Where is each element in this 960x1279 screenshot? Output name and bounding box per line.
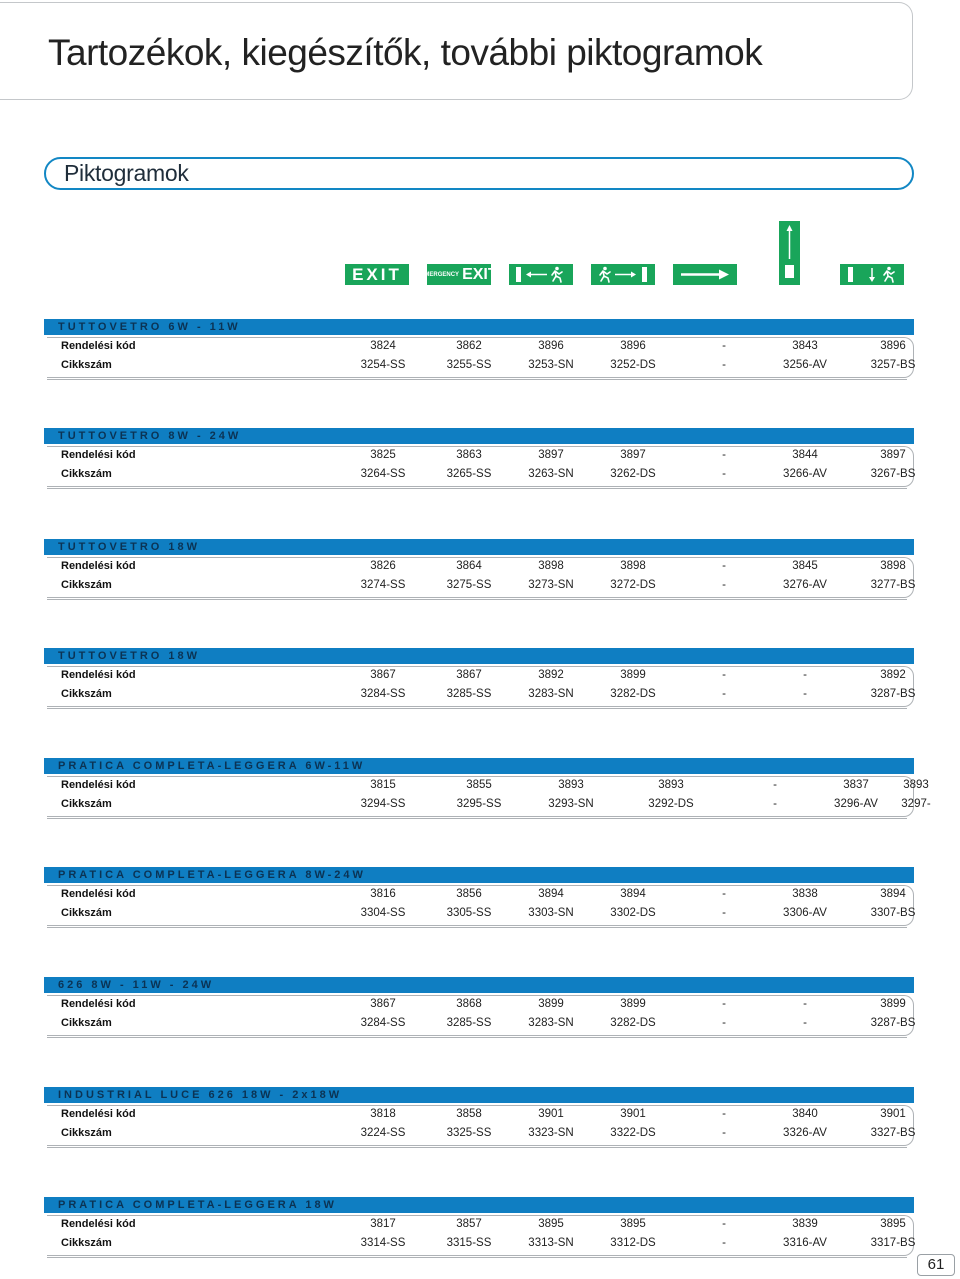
page-title: Tartozékok, kiegészítők, további piktogramok [48,32,763,73]
table-cell: 3825 [370,449,396,461]
table-cell: 3895 [538,1218,564,1230]
table-cell: 3893 [903,779,929,791]
table-cell: 3855 [466,779,492,791]
table-cell: 3326-AV [783,1127,827,1139]
table-cell: 3895 [880,1218,906,1230]
emergency-sign-exit-text: EXIT [462,265,498,283]
emergency-sign-small-text: EMERGENCY [420,271,460,278]
row-label: Rendelési kód [61,340,136,352]
table-cell: 3287-BS [870,688,916,700]
table-cell: - [722,1108,726,1120]
product-section [44,319,914,378]
article-number-row [61,1127,916,1143]
order-code-row [61,1108,913,1124]
table-cell: 3857 [456,1218,482,1230]
table-cell: 3315-SS [446,1237,492,1249]
table-cell: 3272-DS [610,579,656,591]
order-code-row [61,1218,913,1234]
table-cell: - [722,449,726,461]
table-cell: 3304-SS [360,907,406,919]
table-cell: - [722,1218,726,1230]
door-arrow-left-running-man-sign [509,264,573,285]
table-cell: 3262-DS [610,468,656,480]
table-cell: - [773,779,777,791]
table-cell: 3894 [880,888,906,900]
table-cell: 3283-SN [528,1017,574,1029]
table-cell: 3277-BS [870,579,916,591]
row-label: Cikkszám [61,1237,112,1249]
table-cell: 3892 [538,669,564,681]
product-section [44,758,931,817]
row-label: Rendelési kód [61,888,136,900]
table-cell: - [773,798,777,810]
door-arrow-down-running-man-sign [840,264,904,285]
table-cell: 3858 [456,1108,482,1120]
table-cell: 3252-DS [610,359,656,371]
table-cell: 3253-SN [528,359,574,371]
door-arrow-down-running-man-icon [840,264,904,285]
table-cell: - [722,1127,726,1139]
table-cell: 3898 [538,560,564,572]
row-label: Rendelési kód [61,560,136,572]
table-cell: - [722,560,726,572]
table-cell: - [722,1017,726,1029]
section-header: PRATICA COMPLETA-LEGGERA 18W [44,1197,914,1213]
order-code-row [61,669,913,685]
table-cell: 3824 [370,340,396,352]
table-cell: 3314-SS [360,1237,406,1249]
row-label: Cikkszám [61,359,112,371]
section-table [47,446,914,487]
arrow-up-door-icon [779,221,800,285]
section-table [47,1105,914,1146]
table-cell: 3307-BS [870,907,916,919]
product-section [44,539,914,598]
table-cell: 3327-BS [870,1127,916,1139]
table-cell: 3274-SS [360,579,406,591]
table-cell: 3317-BS [870,1237,916,1249]
section-table [47,995,914,1036]
order-code-row [61,560,913,576]
table-cell: 3285-SS [446,688,492,700]
product-section [44,648,914,707]
order-code-row [61,449,913,465]
table-cell: 3322-DS [610,1127,656,1139]
table-cell: 3897 [880,449,906,461]
arrow-right-icon [673,264,737,285]
table-cell: 3843 [792,340,818,352]
table-cell: 3901 [538,1108,564,1120]
table-cell: 3306-AV [783,907,827,919]
table-cell: 3868 [456,998,482,1010]
table-cell: 3901 [620,1108,646,1120]
table-cell: 3897 [538,449,564,461]
row-label: Rendelési kód [61,998,136,1010]
table-cell: 3837 [843,779,869,791]
table-cell: 3323-SN [528,1127,574,1139]
table-cell: 3282-DS [610,688,656,700]
section-table [47,666,914,707]
section-header: TUTTOVETRO 18W [44,539,914,555]
table-cell: 3255-SS [446,359,492,371]
article-number-row [61,359,916,375]
table-cell: 3276-AV [783,579,827,591]
table-cell: 3898 [620,560,646,572]
order-code-row [61,998,913,1014]
product-section [44,1087,914,1146]
table-cell: 3898 [880,560,906,572]
article-number-row [61,1237,916,1253]
table-cell: 3844 [792,449,818,461]
table-cell: 3826 [370,560,396,572]
table-cell: - [722,579,726,591]
table-cell: 3867 [370,998,396,1010]
table-cell: - [803,998,807,1010]
door-left-running-man-icon [509,264,573,285]
section-header: TUTTOVETRO 8W - 24W [44,428,914,444]
table-cell: 3266-AV [783,468,827,480]
table-cell: 3893 [658,779,684,791]
table-cell: - [803,669,807,681]
table-cell: 3899 [620,669,646,681]
table-cell: - [722,669,726,681]
table-cell: 3894 [538,888,564,900]
table-cell: 3293-SN [548,798,594,810]
table-cell: 3302-DS [610,907,656,919]
row-label: Cikkszám [61,688,112,700]
section-header: TUTTOVETRO 6W - 11W [44,319,914,335]
table-cell: - [722,359,726,371]
table-cell: 3224-SS [360,1127,406,1139]
table-cell: 3839 [792,1218,818,1230]
running-man-right-door-icon [591,264,655,285]
section-table [47,776,931,817]
section-header: TUTTOVETRO 18W [44,648,914,664]
table-cell: 3864 [456,560,482,572]
table-cell: 3862 [456,340,482,352]
table-cell: 3867 [456,669,482,681]
table-cell: 3838 [792,888,818,900]
order-code-row [61,340,913,356]
row-label: Cikkszám [61,579,112,591]
table-cell: 3264-SS [360,468,406,480]
table-cell: 3892 [880,669,906,681]
article-number-row [61,688,916,704]
table-cell: 3303-SN [528,907,574,919]
table-cell: 3263-SN [528,468,574,480]
table-cell: - [722,888,726,900]
table-cell: 3894 [620,888,646,900]
table-cell: 3901 [880,1108,906,1120]
section-header: PRATICA COMPLETA-LEGGERA 8W-24W [44,867,914,883]
row-label: Cikkszám [61,468,112,480]
table-cell: 3815 [370,779,396,791]
table-cell: 3325-SS [446,1127,492,1139]
row-label: Rendelési kód [61,1218,136,1230]
table-cell: 3283-SN [528,688,574,700]
table-cell: 3856 [456,888,482,900]
table-cell: - [803,688,807,700]
table-cell: 3899 [538,998,564,1010]
order-code-row [61,888,913,904]
table-cell: 3256-AV [783,359,827,371]
product-section [44,867,914,926]
table-cell: - [722,468,726,480]
table-cell: - [803,1017,807,1029]
table-cell: 3816 [370,888,396,900]
table-cell: 3292-DS [648,798,694,810]
table-cell: 3867 [370,669,396,681]
product-section [44,1197,914,1256]
row-label: Rendelési kód [61,449,136,461]
row-label: Cikkszám [61,907,112,919]
section-table [47,557,914,598]
article-number-row [61,579,916,595]
article-number-row [61,1017,916,1033]
emergency-exit-sign [420,264,498,285]
table-cell: 3257-BS [870,359,916,371]
table-cell: 3254-SS [360,359,406,371]
table-cell: 3282-DS [610,1017,656,1029]
exit-sign-text: EXIT [352,264,402,284]
table-cell: 3897 [620,449,646,461]
article-number-row [61,798,931,814]
running-man-arrow-door-sign [591,264,655,285]
table-cell: 3305-SS [446,907,492,919]
table-cell: 3896 [538,340,564,352]
row-label: Rendelési kód [61,779,136,791]
section-table [47,337,914,378]
section-header: 626 8W - 11W - 24W [44,977,914,993]
table-cell: 3295-SS [456,798,502,810]
table-cell: 3273-SN [528,579,574,591]
table-cell: 3285-SS [446,1017,492,1029]
table-cell: 3316-AV [783,1237,827,1249]
product-section [44,428,914,487]
table-cell: - [722,340,726,352]
table-cell: 3294-SS [360,798,406,810]
table-cell: 3275-SS [446,579,492,591]
table-cell: - [722,688,726,700]
arrow-right-sign [673,264,737,285]
table-cell: 3896 [620,340,646,352]
table-cell: 3312-DS [610,1237,656,1249]
table-cell: 3818 [370,1108,396,1120]
article-number-row [61,468,916,484]
table-cell: 3284-SS [360,1017,406,1029]
row-label: Cikkszám [61,1127,112,1139]
table-cell: - [722,907,726,919]
table-cell: 3840 [792,1108,818,1120]
table-cell: 3895 [620,1218,646,1230]
table-cell: - [722,998,726,1010]
table-cell: 3893 [558,779,584,791]
table-cell: 3313-SN [528,1237,574,1249]
table-cell: 3297- [901,798,931,810]
row-label: Cikkszám [61,1017,112,1029]
row-label: Cikkszám [61,798,112,810]
table-cell: 3267-BS [870,468,916,480]
table-cell: 3899 [880,998,906,1010]
page-number: 61 [917,1254,955,1276]
section-heading: Piktogramok [64,160,189,186]
product-section [44,977,914,1036]
exit-sign [345,264,409,285]
table-cell: 3817 [370,1218,396,1230]
row-label: Rendelési kód [61,669,136,681]
table-cell: 3845 [792,560,818,572]
table-cell: 3265-SS [446,468,492,480]
arrow-up-vertical-sign [779,221,800,285]
row-label: Rendelési kód [61,1108,136,1120]
table-cell: 3863 [456,449,482,461]
table-cell: 3284-SS [360,688,406,700]
table-cell: 3899 [620,998,646,1010]
table-cell: 3896 [880,340,906,352]
table-cell: 3287-BS [870,1017,916,1029]
order-code-row [61,779,929,795]
table-cell: - [722,1237,726,1249]
table-cell: 3296-AV [834,798,878,810]
section-table [47,885,914,926]
article-number-row [61,907,916,923]
section-header: PRATICA COMPLETA-LEGGERA 6W-11W [44,758,914,774]
section-table [47,1215,914,1256]
section-header: INDUSTRIAL LUCE 626 18W - 2x18W [44,1087,914,1103]
